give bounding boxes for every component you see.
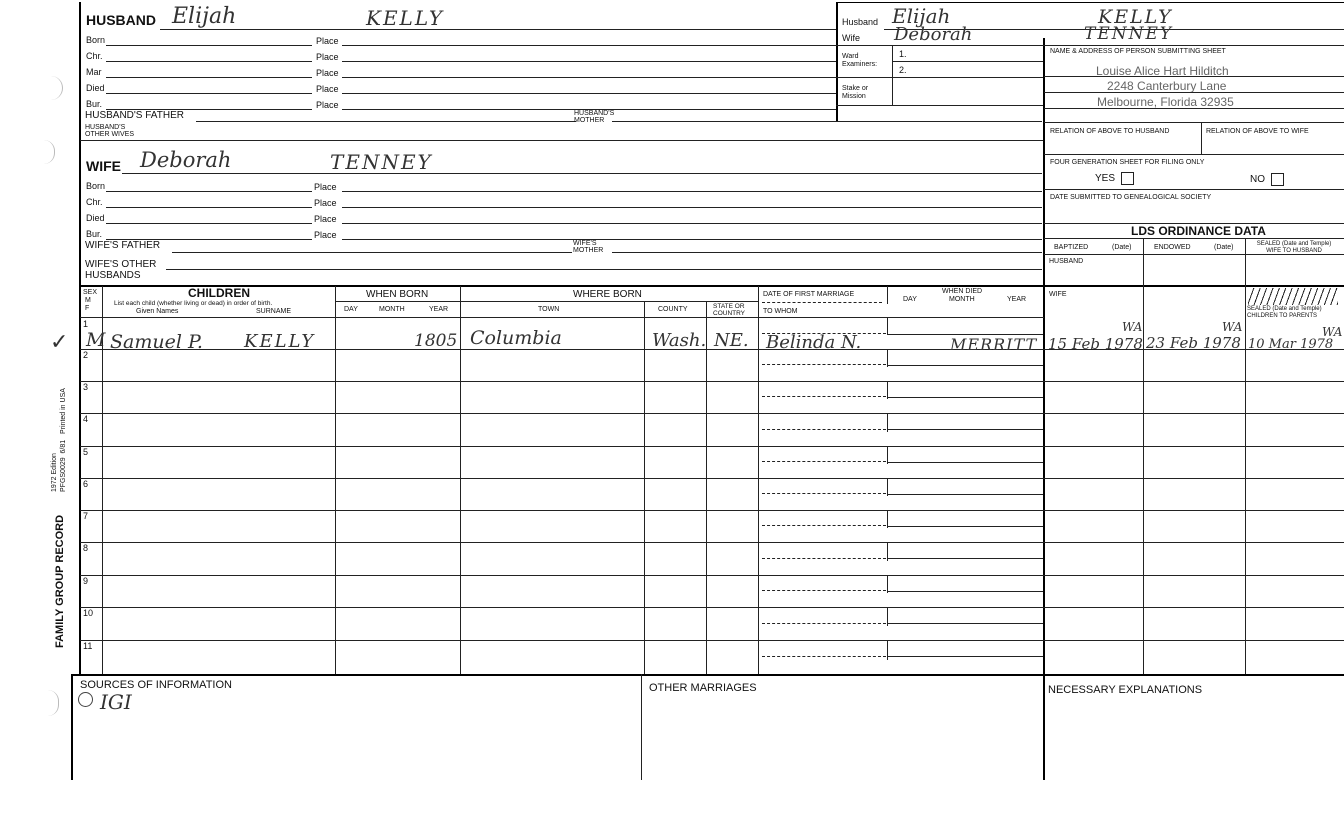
children-instruction: List each child (whether living or dead) in order of birth.	[114, 300, 273, 307]
yes-checkbox[interactable]	[1121, 172, 1134, 185]
died-month-header: MONTH	[949, 296, 975, 303]
marriage-date-dash	[762, 429, 886, 430]
died-divider	[887, 381, 888, 399]
husband-mother-line	[612, 121, 1042, 122]
child-row-number: 11	[83, 641, 93, 651]
child-row-number: 7	[83, 511, 89, 521]
where-born-header: WHERE BORN	[573, 289, 642, 300]
sources-label: SOURCES OF INFORMATION	[80, 679, 232, 691]
header-divider	[836, 2, 838, 122]
child-row-number: 3	[83, 382, 89, 392]
died-line	[887, 623, 1043, 624]
wife-mother-label: WIFE'S MOTHER	[573, 240, 604, 254]
marriage-date-dash	[762, 525, 886, 526]
examiner-2-line	[836, 77, 1043, 78]
ward-label: Ward Examiners:	[842, 53, 878, 68]
husband-place-label: Place	[316, 100, 339, 110]
lds-col-divider-1	[1143, 238, 1144, 674]
child1-spouse: Belinda N.	[766, 332, 862, 353]
wife-father-line	[172, 252, 572, 253]
wife-given-name: Deborah	[140, 148, 232, 172]
child1-surname: KELLY	[244, 331, 316, 352]
no-label: NO	[1250, 174, 1265, 185]
submitter-line-1	[1044, 76, 1344, 77]
husband-surname: KELLY	[366, 6, 445, 30]
wife-event-label: Died	[86, 213, 105, 223]
wife-event-date-line	[106, 191, 312, 192]
child-row-divider	[80, 607, 1344, 608]
died-divider	[887, 349, 888, 367]
died-line	[887, 462, 1043, 463]
husband-place-label: Place	[316, 68, 339, 78]
died-divider	[887, 575, 888, 593]
husband-father-line	[196, 121, 576, 122]
marriage-date-dash	[762, 590, 886, 591]
relation-top	[1044, 122, 1344, 123]
children-top-border	[80, 285, 1344, 287]
rh-wife-surname: TENNEY	[1084, 24, 1174, 44]
relation-divider	[1201, 122, 1202, 154]
submitter-city: Melbourne, Florida 32935	[1097, 95, 1234, 109]
child-row-number: 10	[83, 608, 94, 618]
year-header: YEAR	[429, 306, 449, 313]
state-header: STATE OR COUNTRY	[713, 303, 746, 317]
died-line	[887, 365, 1043, 366]
wife-event-label: Born	[86, 181, 106, 191]
check-mark: ✓	[50, 330, 69, 355]
husband-event-date-line	[106, 93, 312, 94]
marriage-date-dash	[762, 623, 886, 624]
lds-title-bottom	[1044, 238, 1344, 239]
relation-bottom	[1044, 154, 1344, 155]
left-border-bottom	[71, 674, 73, 780]
explanations-label: NECESSARY EXPLANATIONS	[1048, 684, 1203, 696]
marriage-date-dash	[762, 461, 886, 462]
child-row-divider	[80, 575, 1344, 576]
child1-town: Columbia	[470, 327, 562, 349]
top-border	[836, 2, 1344, 3]
died-divider	[887, 542, 888, 561]
husband-mother-label: HUSBAND'S MOTHER	[574, 110, 615, 124]
to-whom-header: TO WHOM	[763, 308, 798, 315]
wife-other-husbands-line	[166, 269, 1042, 270]
lds-col-divider-2	[1245, 238, 1246, 674]
husband-father-label: HUSBAND'S FATHER	[85, 110, 184, 121]
wife-place-line	[342, 207, 1042, 208]
wife-event-date-line	[106, 207, 312, 208]
ward-divider	[892, 45, 893, 105]
died-line	[887, 494, 1043, 495]
child-row-divider	[80, 446, 1344, 447]
submitter-name: Louise Alice Hart Hilditch	[1096, 64, 1229, 78]
col-county	[706, 301, 707, 674]
husband-place-line	[342, 77, 836, 78]
lds-date-label-1: (Date)	[1112, 244, 1132, 251]
rh-wife-line	[836, 45, 1344, 46]
when-born-header: WHEN BORN	[366, 289, 429, 300]
children-header: CHILDREN	[188, 286, 250, 300]
col-when-died-header	[887, 286, 888, 304]
other-marriages-label: OTHER MARRIAGES	[649, 682, 757, 694]
died-line	[887, 526, 1043, 527]
town-header: TOWN	[538, 306, 560, 313]
husband-section-end	[80, 140, 1043, 141]
wife-other-husbands-label: WIFE'S OTHER HUSBANDS	[85, 259, 157, 281]
lds-sealed-parents-label: SEALED (Date and Temple) CHILDREN TO PARENTS	[1247, 306, 1322, 319]
child-row-divider	[80, 510, 1344, 511]
died-divider	[887, 510, 888, 528]
wife-event-date-line	[106, 223, 312, 224]
rh-wife-given: Deborah	[894, 24, 973, 45]
died-divider	[887, 446, 888, 464]
husband-event-label: Died	[86, 83, 105, 93]
marriage-date-dash	[762, 493, 886, 494]
died-line	[887, 397, 1043, 398]
wife-event-label: Bur.	[86, 229, 103, 239]
husband-place-label: Place	[316, 84, 339, 94]
child1-endowed: 23 Feb 1978	[1146, 334, 1241, 352]
form-number: PFGS0029 6/81 Printed in USA	[60, 388, 67, 492]
lds-husband-label: HUSBAND	[1049, 258, 1084, 265]
marriage-date-dash	[762, 364, 886, 365]
died-divider	[887, 640, 888, 660]
wife-name-line	[122, 173, 1042, 174]
right-panel-divider	[1043, 38, 1045, 780]
child-row-divider	[80, 381, 1344, 382]
lds-header-bottom	[1044, 254, 1344, 255]
rh-wife-label: Wife	[842, 33, 860, 43]
sources-value: IGI	[100, 690, 132, 714]
col-when-born	[460, 286, 461, 674]
wife-label: WIFE	[86, 158, 121, 174]
husband-other-wives-label: HUSBAND'S OTHER WIVES	[85, 124, 135, 138]
child1-sealed-temple: WA	[1322, 325, 1343, 339]
submitter-line-3	[1044, 108, 1344, 109]
husband-label: HUSBAND	[86, 12, 156, 28]
other-marriages-divider	[641, 674, 642, 780]
wife-father-label: WIFE'S FATHER	[85, 240, 161, 251]
col-town	[644, 301, 645, 674]
husband-event-label: Bur.	[86, 99, 103, 109]
child1-baptized-temple: WA	[1122, 320, 1143, 334]
bottom-section-top	[71, 674, 1344, 676]
wife-mother-line	[612, 252, 1042, 253]
col-children	[335, 286, 336, 674]
examiner-2: 2.	[899, 65, 907, 75]
died-line	[887, 429, 1043, 430]
lds-sealed-wife-label: SEALED (Date and Temple) WIFE TO HUSBAND	[1256, 241, 1332, 254]
died-line	[887, 656, 1043, 657]
child-row-divider	[80, 542, 1344, 543]
county-header: COUNTY	[658, 306, 688, 313]
husband-event-date-line	[106, 61, 312, 62]
stake-line	[836, 105, 1043, 106]
child1-spouse-surname: MERRITT	[950, 335, 1038, 354]
examiner-1-line	[892, 61, 1043, 62]
four-gen-bottom	[1044, 189, 1344, 190]
rh-husband-surname: KELLY	[1098, 6, 1173, 28]
wife-place-label: Place	[314, 214, 337, 224]
marriage-date-dash	[762, 396, 886, 397]
wife-place-line	[342, 239, 1042, 240]
lds-baptized-label: BAPTIZED	[1054, 244, 1089, 251]
when-where-subline	[335, 301, 758, 302]
marriage-date-dash	[762, 558, 886, 559]
child-row-number: 6	[83, 479, 89, 489]
rh-husband-given: Elijah	[892, 4, 951, 28]
yes-label: YES	[1095, 173, 1116, 184]
child-row-number: 4	[83, 414, 89, 424]
wife-place-line	[342, 191, 1042, 192]
form-edition: 1972 Edition	[51, 453, 58, 492]
four-gen-label: FOUR GENERATION SHEET FOR FILING ONLY	[1050, 159, 1205, 166]
child1-sex: M	[86, 329, 106, 351]
husband-event-date-line	[106, 77, 312, 78]
rh-husband-label: Husband	[842, 17, 879, 27]
child1-year: 1805	[414, 331, 458, 351]
child1-endowed-temple: WA	[1222, 320, 1243, 334]
died-divider	[887, 318, 888, 335]
child-row-number: 9	[83, 576, 89, 586]
submitter-label: NAME & ADDRESS OF PERSON SUBMITTING SHEET	[1050, 48, 1226, 55]
relation-wife-label: RELATION OF ABOVE TO WIFE	[1206, 128, 1309, 135]
wife-place-label: Place	[314, 198, 337, 208]
husband-place-label: Place	[316, 52, 339, 62]
given-names-header: Given Names	[136, 308, 179, 315]
died-divider	[887, 607, 888, 626]
husband-place-line	[342, 61, 836, 62]
no-checkbox[interactable]	[1271, 173, 1284, 186]
child-row-number: 8	[83, 543, 89, 553]
submitter-street: 2248 Canterbury Lane	[1107, 79, 1227, 93]
child1-sealed: 10 Mar 1978	[1248, 337, 1334, 352]
child1-state: NE.	[714, 330, 749, 351]
lds-wife-label: WIFE	[1049, 291, 1067, 298]
child1-county: Wash.	[652, 330, 707, 351]
when-died-header: WHEN DIED	[942, 288, 983, 295]
died-divider	[887, 478, 888, 496]
lds-date-label-2: (Date)	[1214, 244, 1234, 251]
first-marriage-header: DATE OF FIRST MARRIAGE	[763, 291, 855, 298]
marriage-date-dash	[762, 656, 886, 657]
husband-event-date-line	[106, 45, 312, 46]
husband-place-line	[342, 45, 836, 46]
child-row-number: 2	[83, 350, 89, 360]
punch-hole-3	[48, 690, 59, 716]
child-row-number: 1	[83, 319, 89, 329]
punch-hole-1	[50, 76, 63, 100]
child-row-divider	[80, 640, 1344, 641]
day-header: DAY	[344, 306, 358, 313]
left-border	[79, 2, 81, 674]
wife-place-label: Place	[314, 230, 337, 240]
form-title: FAMILY GROUP RECORD	[54, 514, 66, 648]
wife-event-label: Chr.	[86, 197, 103, 207]
sources-mark	[78, 692, 93, 707]
surname-header: SURNAME	[256, 308, 292, 315]
stake-label: Stake or Mission	[842, 85, 869, 100]
date-submitted-label: DATE SUBMITTED TO GENEALOGICAL SOCIETY	[1050, 194, 1212, 201]
first-marriage-dash	[762, 302, 882, 303]
children-header-bottom	[80, 317, 1044, 318]
child1-given: Samuel P.	[110, 331, 203, 353]
child-row-divider	[80, 478, 1344, 479]
lds-endowed-label: ENDOWED	[1154, 244, 1191, 251]
month-header: MONTH	[379, 306, 405, 313]
husband-place-label: Place	[316, 36, 339, 46]
child-row-number: 5	[83, 447, 89, 457]
died-day-header: DAY	[903, 296, 917, 303]
lds-title: LDS ORDINANCE DATA	[1131, 224, 1266, 238]
husband-event-label: Born	[86, 35, 106, 45]
lds-hatched-box	[1248, 288, 1338, 305]
wife-place-line	[342, 223, 1042, 224]
husband-event-label: Mar	[86, 67, 102, 77]
child-row-divider	[80, 413, 1344, 414]
punch-hole-2	[44, 140, 55, 164]
husband-place-line	[342, 93, 836, 94]
examiner-1: 1.	[899, 49, 907, 59]
husband-name-line	[160, 29, 836, 30]
husband-given-name: Elijah	[172, 4, 237, 29]
child1-baptized: 15 Feb 1978	[1048, 335, 1143, 353]
relation-husband-label: RELATION OF ABOVE TO HUSBAND	[1050, 128, 1170, 135]
died-line	[887, 591, 1043, 592]
col-state	[758, 286, 759, 674]
sex-header: SEX M F	[83, 289, 98, 312]
died-line	[887, 558, 1043, 559]
wife-place-label: Place	[314, 182, 337, 192]
submitter-line-2	[1044, 92, 1344, 93]
wife-surname: TENNEY	[330, 150, 433, 174]
husband-event-label: Chr.	[86, 51, 103, 61]
died-divider	[887, 413, 888, 432]
died-year-header: YEAR	[1007, 296, 1027, 303]
